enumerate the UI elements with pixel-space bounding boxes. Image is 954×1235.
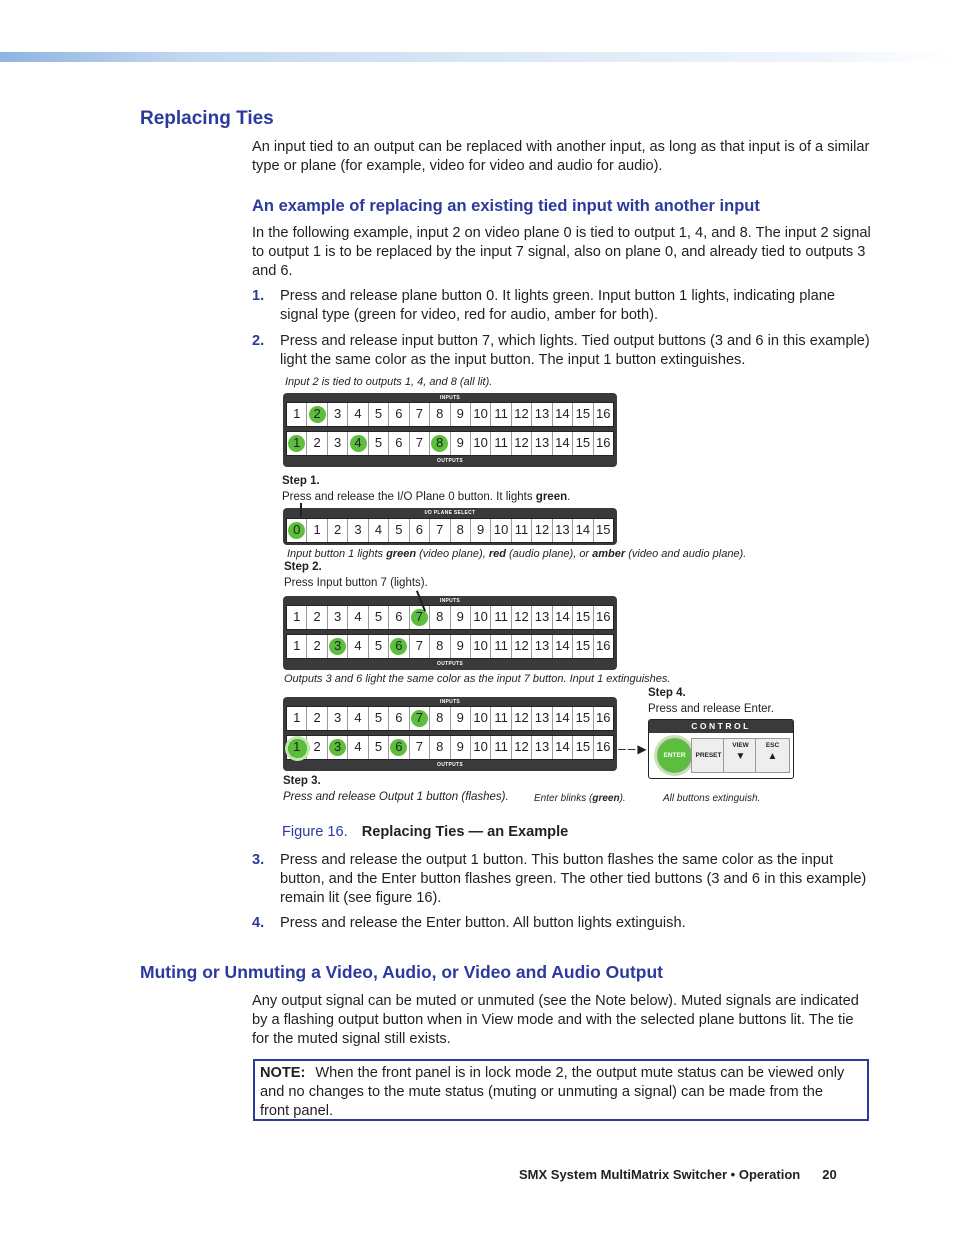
input-button-7[interactable]: 7 xyxy=(410,707,430,730)
output-button-1[interactable]: 1 xyxy=(287,432,307,455)
panel-step3 xyxy=(283,697,617,771)
plane-note: Input button 1 lights green (video plane), red (audio plane), or amber (video and audio plane). xyxy=(287,548,747,560)
output-button-9[interactable]: 9 xyxy=(451,635,471,658)
output-button-6[interactable]: 6 xyxy=(389,432,409,455)
step4-title: Step 4. xyxy=(648,687,686,699)
input-button-1[interactable]: 1 xyxy=(287,606,307,629)
inputs-label: INPUTS xyxy=(439,699,461,705)
control-panel xyxy=(648,719,794,779)
outputs-row xyxy=(286,735,614,760)
input-button-5[interactable]: 5 xyxy=(369,606,389,629)
view-button[interactable]: VIEW ▼ xyxy=(723,738,758,773)
plane-button-2[interactable]: 2 xyxy=(328,519,348,542)
output-button-16[interactable]: 16 xyxy=(596,435,611,450)
step-text: Press and release plane button 0. It lights green. Input button 1 lights, indicating plane signal type (green for video, red for audio, amber for both). xyxy=(280,288,835,323)
output-button-14[interactable]: 14 xyxy=(553,432,573,455)
step-text: Press and release the output 1 button. This button flashes the same color as the input button, and the Enter button flashes green. The other tied buttons (3 and 6 in this example) remain lit (see figure 16). xyxy=(280,852,867,906)
outputs-label: OUTPUTS xyxy=(437,458,463,464)
footer-title: SMX System MultiMatrix Switcher • Operation xyxy=(519,1167,801,1182)
output-button-13[interactable]: 13 xyxy=(532,432,552,455)
pointer-line xyxy=(300,503,302,517)
output-button-1[interactable]: 1 xyxy=(287,635,307,658)
output-button-7[interactable]: 7 xyxy=(410,635,430,658)
input-button-3[interactable]: 3 xyxy=(328,707,348,730)
input-button-5[interactable]: 5 xyxy=(369,403,389,426)
input-button-12[interactable]: 12 xyxy=(512,707,532,730)
plane-button-1[interactable]: 1 xyxy=(307,519,327,542)
plane-button-14[interactable]: 14 xyxy=(573,519,593,542)
step3-title: Step 3. xyxy=(283,775,321,787)
plane-button-12[interactable]: 12 xyxy=(532,519,552,542)
step1-title: Step 1. xyxy=(282,475,320,487)
plane-button-5[interactable]: 5 xyxy=(389,519,409,542)
up-arrow-icon: ▲ xyxy=(767,751,778,762)
step2-title: Step 2. xyxy=(284,561,322,573)
output-button-10[interactable]: 10 xyxy=(471,635,491,658)
step-2 xyxy=(252,332,872,370)
plane-button-0[interactable]: 0 xyxy=(287,519,307,542)
output-button-15[interactable]: 15 xyxy=(573,736,593,759)
output-button-10[interactable]: 10 xyxy=(471,736,491,759)
output-button-7[interactable]: 7 xyxy=(410,736,430,759)
output-button-11[interactable]: 11 xyxy=(491,635,511,658)
input-button-11[interactable]: 11 xyxy=(491,707,511,730)
note-content xyxy=(260,1064,855,1121)
inputs-row xyxy=(286,605,614,630)
section-intro: An input tied to an output can be replaced with another input, as long as that input is of a similar type or plane (for example, video for video and audio for audio). xyxy=(252,139,870,174)
figure-caption-top: Input 2 is tied to outputs 1, 4, and 8 (all lit). xyxy=(285,376,493,388)
outputs-label: OUTPUTS xyxy=(437,661,463,667)
input-button-7[interactable]: 7 xyxy=(410,606,430,629)
step-number: 4. xyxy=(252,915,265,931)
output-button-4[interactable]: 4 xyxy=(348,736,368,759)
step-4 xyxy=(252,914,872,933)
panel-step2 xyxy=(283,596,617,670)
input-button-9[interactable]: 9 xyxy=(451,606,471,629)
input-button-15[interactable]: 15 xyxy=(573,707,593,730)
subsection-intro: In the following example, input 2 on video plane 0 is tied to output 1, 4, and 8. The input 2 signal to output 1 is to be replaced by the input 7 signal, also on plane 0, and already tied to outputs 3 and 6. xyxy=(252,225,871,279)
plane-label: I/O PLANE SELECT xyxy=(424,510,476,516)
step-number: 2. xyxy=(252,333,265,349)
outputs-row xyxy=(286,634,614,659)
input-button-12[interactable]: 12 xyxy=(512,403,532,426)
input-button-4[interactable]: 4 xyxy=(348,707,368,730)
output-button-12[interactable]: 12 xyxy=(512,635,532,658)
output-button-14[interactable]: 14 xyxy=(553,635,573,658)
input-button-10[interactable]: 10 xyxy=(471,606,491,629)
input-button-2[interactable]: 2 xyxy=(307,707,327,730)
page-footer xyxy=(519,1167,837,1182)
arrow-to-control: – – ▶ xyxy=(618,740,646,756)
subsection-title: An example of replacing an existing tied input with another input xyxy=(252,197,760,215)
input-button-5[interactable]: 5 xyxy=(369,707,389,730)
output-button-12[interactable]: 12 xyxy=(512,736,532,759)
output-button-16[interactable]: 16 xyxy=(596,638,611,653)
note-label: NOTE: xyxy=(260,1065,306,1081)
input-button-14[interactable]: 14 xyxy=(553,403,573,426)
output-button-8[interactable]: 8 xyxy=(430,736,450,759)
input-button-14[interactable]: 14 xyxy=(553,707,573,730)
output-button-12[interactable]: 12 xyxy=(512,432,532,455)
control-title: CONTROL xyxy=(649,720,793,733)
section2-intro: Any output signal can be muted or unmuted (see the Note below). Muted signals are indicated by a flashing output button when in View mode and with the selected plane buttons lit. The tie for the muted signal still exists. xyxy=(252,993,859,1047)
preset-button[interactable]: PRESET xyxy=(691,738,726,773)
input-button-13[interactable]: 13 xyxy=(532,707,552,730)
plane-button-8[interactable]: 8 xyxy=(451,519,471,542)
output-button-9[interactable]: 9 xyxy=(451,432,471,455)
inputs-label: INPUTS xyxy=(439,395,461,401)
input-button-2[interactable]: 2 xyxy=(307,606,327,629)
enter-note: Enter blinks (green). xyxy=(534,793,626,804)
step4-text: Press and release Enter. xyxy=(648,703,774,715)
input-button-1[interactable]: 1 xyxy=(287,403,307,426)
output-button-2[interactable]: 2 xyxy=(307,635,327,658)
input-button-3[interactable]: 3 xyxy=(328,606,348,629)
output-button-4[interactable]: 4 xyxy=(348,635,368,658)
note-text: When the front panel is in lock mode 2, the output mute status can be viewed only and no changes to the mute status (muting or unmuting a signal) can be made from the front panel. xyxy=(260,1065,845,1119)
output-button-13[interactable]: 13 xyxy=(532,635,552,658)
output-button-6[interactable]: 6 xyxy=(389,635,409,658)
output-button-3[interactable]: 3 xyxy=(328,432,348,455)
plane-row xyxy=(286,518,614,543)
output-button-16[interactable]: 16 xyxy=(596,739,611,754)
input-button-16[interactable]: 16 xyxy=(596,710,611,725)
step-number: 3. xyxy=(252,852,265,868)
input-button-12[interactable]: 12 xyxy=(512,606,532,629)
step-3 xyxy=(252,851,872,908)
output-button-3[interactable]: 3 xyxy=(328,736,348,759)
plane-button-7[interactable]: 7 xyxy=(430,519,450,542)
figure-caption: Figure 16. Replacing Ties — an Example xyxy=(282,824,569,840)
output-button-1[interactable]: 1 xyxy=(287,736,307,759)
input-button-11[interactable]: 11 xyxy=(491,606,511,629)
output-button-4[interactable]: 4 xyxy=(348,432,368,455)
step-text: Press and release input button 7, which lights. Tied output buttons (3 and 6 in this example) light the same color as the input button. The input 1 button extinguishes. xyxy=(280,333,870,368)
inputs-row xyxy=(286,402,614,427)
output-button-13[interactable]: 13 xyxy=(532,736,552,759)
input-button-1[interactable]: 1 xyxy=(287,707,307,730)
input-button-3[interactable]: 3 xyxy=(328,403,348,426)
step-text: Press and release the Enter button. All button lights extinguish. xyxy=(280,915,686,931)
step-number: 1. xyxy=(252,288,265,304)
output-button-9[interactable]: 9 xyxy=(451,736,471,759)
step1-text: Press and release the I/O Plane 0 button. It lights green. xyxy=(282,491,571,503)
section-title-replacing-ties: Replacing Ties xyxy=(140,108,274,129)
esc-button[interactable]: ESC ▲ xyxy=(755,738,790,773)
plane-button-15[interactable]: 15 xyxy=(596,522,611,537)
input-button-4[interactable]: 4 xyxy=(348,403,368,426)
all-extinguish-note: All buttons extinguish. xyxy=(663,793,761,804)
output-button-10[interactable]: 10 xyxy=(471,432,491,455)
output-button-11[interactable]: 11 xyxy=(491,736,511,759)
plane-button-10[interactable]: 10 xyxy=(491,519,511,542)
input-button-8[interactable]: 8 xyxy=(430,707,450,730)
input-button-9[interactable]: 9 xyxy=(451,707,471,730)
output-button-11[interactable]: 11 xyxy=(491,432,511,455)
input-button-9[interactable]: 9 xyxy=(451,403,471,426)
input-button-7[interactable]: 7 xyxy=(410,403,430,426)
plane-button-9[interactable]: 9 xyxy=(471,519,491,542)
input-button-8[interactable]: 8 xyxy=(430,403,450,426)
section-title-muting: Muting or Unmuting a Video, Audio, or Video and Audio Output xyxy=(140,962,664,982)
output-button-8[interactable]: 8 xyxy=(430,432,450,455)
inputs-label: INPUTS xyxy=(439,598,461,604)
plane-button-11[interactable]: 11 xyxy=(512,519,532,542)
output-button-8[interactable]: 8 xyxy=(430,635,450,658)
input-button-6[interactable]: 6 xyxy=(389,403,409,426)
input-button-16[interactable]: 16 xyxy=(596,406,611,421)
enter-button[interactable]: ENTER xyxy=(657,738,692,773)
output-button-15[interactable]: 15 xyxy=(573,635,593,658)
output-button-3[interactable]: 3 xyxy=(328,635,348,658)
output-button-7[interactable]: 7 xyxy=(410,432,430,455)
output-button-5[interactable]: 5 xyxy=(369,432,389,455)
input-button-6[interactable]: 6 xyxy=(389,606,409,629)
panel-initial xyxy=(283,393,617,467)
input-button-10[interactable]: 10 xyxy=(471,707,491,730)
outputs-row xyxy=(286,431,614,456)
input-button-15[interactable]: 15 xyxy=(573,403,593,426)
input-button-13[interactable]: 13 xyxy=(532,606,552,629)
plane-button-4[interactable]: 4 xyxy=(369,519,389,542)
page-number: 20 xyxy=(822,1167,837,1182)
output-button-5[interactable]: 5 xyxy=(369,635,389,658)
input-button-16[interactable]: 16 xyxy=(596,609,611,624)
output-button-6[interactable]: 6 xyxy=(389,736,409,759)
input-button-10[interactable]: 10 xyxy=(471,403,491,426)
output-button-15[interactable]: 15 xyxy=(573,432,593,455)
input-button-15[interactable]: 15 xyxy=(573,606,593,629)
panel-plane-select xyxy=(283,508,617,545)
plane-button-13[interactable]: 13 xyxy=(553,519,573,542)
step3-text: Press and release Output 1 button (flashes). xyxy=(283,791,509,803)
step-1 xyxy=(252,287,872,325)
note-box xyxy=(253,1059,869,1121)
outputs-label: OUTPUTS xyxy=(437,762,463,768)
plane-button-6[interactable]: 6 xyxy=(410,519,430,542)
step2-text: Press Input button 7 (lights). xyxy=(284,577,428,589)
input-button-14[interactable]: 14 xyxy=(553,606,573,629)
header-gradient-bar xyxy=(0,52,954,62)
output-button-5[interactable]: 5 xyxy=(369,736,389,759)
input-button-8[interactable]: 8 xyxy=(430,606,450,629)
outputs-note: Outputs 3 and 6 light the same color as the input 7 button. Input 1 extinguishes. xyxy=(284,673,671,685)
input-button-6[interactable]: 6 xyxy=(389,707,409,730)
output-button-14[interactable]: 14 xyxy=(553,736,573,759)
inputs-row xyxy=(286,706,614,731)
down-arrow-icon: ▼ xyxy=(735,751,746,762)
input-button-11[interactable]: 11 xyxy=(491,403,511,426)
output-button-2[interactable]: 2 xyxy=(307,736,327,759)
plane-button-3[interactable]: 3 xyxy=(348,519,368,542)
input-button-4[interactable]: 4 xyxy=(348,606,368,629)
input-button-2[interactable]: 2 xyxy=(307,403,327,426)
input-button-13[interactable]: 13 xyxy=(532,403,552,426)
output-button-2[interactable]: 2 xyxy=(307,432,327,455)
